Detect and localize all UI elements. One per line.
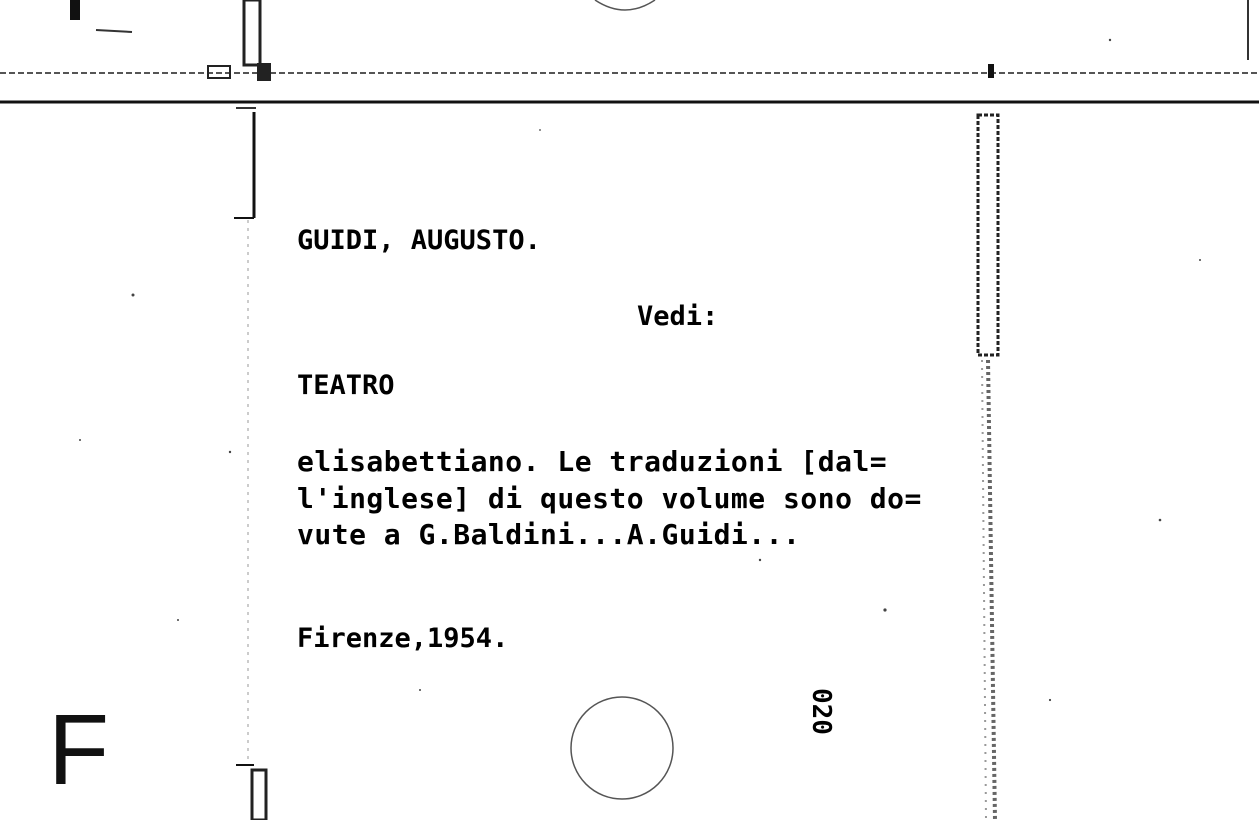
see-reference-label: Vedi: [637,301,719,332]
margin-letter: F [48,694,110,806]
imprint-line: Firenze,1954. [297,623,509,654]
card-heading: GUIDI, AUGUSTO. [297,225,541,256]
subject-heading: TEATRO [297,370,395,401]
title-line-1: elisabettiano. Le traduzioni [dal= [297,445,888,478]
title-line-3: vute a G.Baldini...A.Guidi... [297,518,801,551]
stamped-number: 020 [806,688,836,735]
title-line-2: l'inglese] di questo volume sono do= [297,482,922,515]
